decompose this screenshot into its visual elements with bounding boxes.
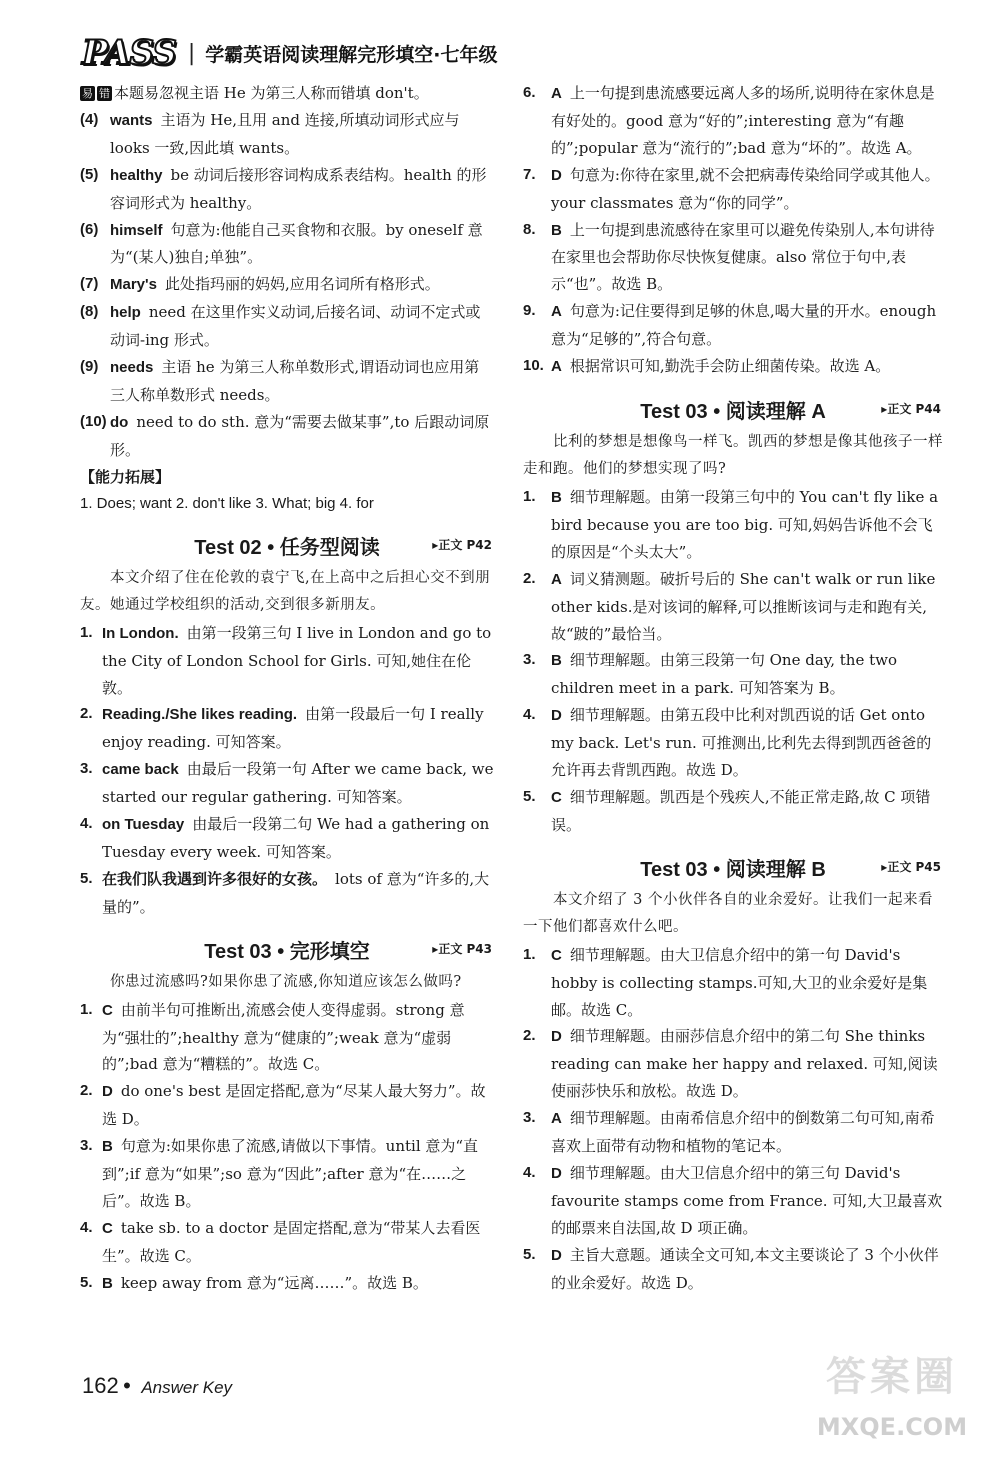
answer-item (80, 354, 494, 409)
answer-body (551, 647, 943, 702)
test02-answers (80, 620, 494, 921)
error-note (80, 80, 494, 107)
pass-logo: PASS (82, 33, 176, 73)
answer-key: D (551, 707, 562, 725)
answer-item (80, 1133, 494, 1215)
answer-body (551, 942, 943, 1024)
answer-body (551, 702, 943, 784)
test03b-page-ref: ▸正文 P45 (881, 859, 941, 874)
answer-item (80, 217, 494, 272)
test03b-answers (523, 942, 943, 1297)
answer-explanation: 由前半句可推断出,流感会使人变得虚弱。strong 意为“强壮的”;healthy 意为“健康的”;weak 意为“虚弱的”;bad 意为“糟糕的”。故选 C。 (102, 1000, 465, 1074)
error-badge-2: 错 (99, 87, 110, 100)
watermark-site: MXQE.COM (816, 1413, 968, 1441)
left-column (80, 80, 494, 1298)
answer-key: D (102, 1083, 113, 1101)
answer-body (551, 217, 943, 299)
answer-body (102, 756, 494, 811)
answer-number: (9) (80, 358, 99, 376)
answer-explanation: 由最后一段第二句 We had a gathering on Tuesday every week. 可知答案。 (102, 815, 490, 861)
answer-key: 在我们队我遇到许多很好的女孩。 (102, 870, 328, 888)
answer-key: D (551, 1028, 562, 1046)
test03c-intro: 你患过流感吗?如果你患了流感,你知道应该怎么做吗? (110, 973, 462, 990)
answer-body (110, 271, 494, 299)
answer-key: Reading./She likes reading. (102, 706, 298, 724)
answer-key: B (551, 221, 562, 239)
answer-body (551, 1023, 943, 1105)
answer-number: 4. (523, 1164, 536, 1181)
answer-item (523, 484, 943, 566)
answer-key: A (551, 85, 562, 102)
answer-body (551, 784, 943, 839)
answer-explanation: 主旨大意题。通读全文可知,本文主要谈论了 3 个小伙伴的业余爱好。故选 D。 (551, 1245, 939, 1292)
answer-item (523, 942, 943, 1024)
answer-item (80, 756, 494, 811)
answer-key: do (110, 413, 129, 431)
answer-body (551, 484, 943, 566)
answer-explanation: 上一句提到患流感要远离人多的场所,说明待在家休息是有好处的。good 意为“好的”;interesting 意为“有趣的”;popular 意为“流行的”;bad 意为“坏的”。故选 A。 (551, 84, 935, 157)
test03a-answers (523, 484, 943, 839)
answer-item (80, 162, 494, 217)
cloze-answers-continued (523, 80, 943, 381)
page-number: 162 (82, 1373, 119, 1398)
answer-key: C (102, 1001, 113, 1019)
answer-key: needs (110, 359, 154, 377)
answer-number: (10) (80, 412, 107, 430)
answer-explanation: 由第一段第三句 I live in London and go to the City of London School for Girls. 可知,她住在伦敦。 (102, 623, 492, 697)
answer-number: 8. (523, 220, 536, 238)
answer-item (523, 784, 943, 839)
answer-item (523, 1242, 943, 1297)
answer-explanation: take sb. to a doctor 是固定搭配,意为“带某人去看医生”。故选 C。 (102, 1218, 481, 1265)
answer-number: (4) (80, 110, 99, 128)
answer-body (102, 866, 494, 921)
answer-explanation: 由第一段最后一句 I really enjoy reading. 可知答案。 (102, 705, 484, 752)
answer-number: 4. (80, 1218, 93, 1236)
site-watermark (804, 1345, 980, 1443)
answer-number: 1. (523, 487, 536, 505)
answer-item (523, 1105, 943, 1160)
answer-key-label: Answer Key (141, 1378, 233, 1397)
answer-item (80, 866, 494, 921)
extension-title: 【能力拓展】 (80, 468, 171, 486)
answer-body (110, 409, 494, 464)
test02-intro: 本文介绍了住在伦敦的袁宁飞,在上高中之后担心交不到朋友。她通过学校组织的活动,交到很多新朋友。 (80, 569, 491, 613)
answer-key: C (102, 1219, 113, 1237)
answer-body (551, 353, 943, 381)
answer-number: 2. (523, 1027, 536, 1045)
test02-page-ref: ▸正文 P42 (432, 537, 492, 552)
answer-explanation: need to do sth. 意为“需要去做某事”,to 后跟动词原形。 (110, 412, 490, 459)
answer-number: 10. (523, 357, 544, 375)
answer-body (551, 1105, 943, 1160)
error-note-text: 本题易忽视主语 He 为第三人称而错填 don't。 (114, 84, 429, 102)
answer-number: 3. (523, 651, 536, 669)
answer-number: 1. (523, 945, 536, 963)
answer-number: 3. (523, 1109, 536, 1127)
page-header (82, 28, 497, 78)
answer-item (523, 566, 943, 648)
test03b-heading (523, 845, 943, 887)
answer-explanation: 主语 he 为第三人称单数形式,谓语动词也应用第三人称单数形式 needs。 (110, 358, 480, 404)
answer-explanation: keep away from 意为“远离……”。故选 B。 (120, 1273, 428, 1292)
answer-explanation: need 在这里作实义动词,后接名词、动词不定式或动词-ing 形式。 (110, 303, 481, 350)
answer-key: B (551, 652, 562, 670)
answer-explanation: 句意为:他能自己买食物和衣服。by oneself 意为“(某人)独自;单独”。 (110, 220, 483, 267)
answer-item (80, 1270, 494, 1298)
answer-key: C (551, 946, 562, 964)
answer-key: healthy (110, 166, 163, 184)
answer-item (80, 620, 494, 702)
test03b-intro: 本文介绍了 3 个小伙伴各自的业余爱好。让我们一起来看一下他们都喜欢什么吧。 (523, 891, 933, 935)
book-title: 学霸英语阅读理解完形填空·七年级 (205, 43, 498, 66)
answer-number: (6) (80, 220, 99, 238)
footer-bullet: • (123, 1373, 131, 1398)
answer-item (80, 409, 494, 464)
test02-heading (80, 523, 494, 565)
answer-number: 3. (80, 760, 93, 778)
answer-key: came back (102, 761, 179, 779)
answer-key: himself (110, 221, 163, 239)
answer-explanation: do one's best 是固定搭配,意为“尽某人最大努力”。故选 D。 (102, 1082, 486, 1129)
answer-body (110, 217, 494, 272)
answer-explanation: 词义猜测题。破折号后的 She can't walk or run like other kids.是对该词的解释,可以推断该词与走和跑有关,故“跛的”最恰当。 (551, 569, 936, 643)
test03a-title: Test 03 • 阅读理解 A (640, 400, 826, 423)
answer-body (110, 299, 494, 354)
test03a-heading (523, 387, 943, 429)
answer-item (523, 702, 943, 784)
answer-number: (7) (80, 275, 99, 293)
answer-body (102, 1270, 494, 1298)
answer-number: 5. (80, 1273, 93, 1291)
answer-item (523, 647, 943, 702)
answer-key: A (551, 570, 562, 588)
answer-body (110, 107, 494, 162)
page-footer (82, 1373, 232, 1399)
answer-item (523, 298, 943, 353)
answer-body (102, 997, 494, 1079)
answer-body (110, 162, 494, 217)
test03a-intro: 比利的梦想是想像鸟一样飞。凯西的梦想是像其他孩子一样走和跑。他们的梦想实现了吗? (523, 433, 943, 477)
answer-body (551, 1160, 943, 1242)
answer-key: wants (110, 111, 153, 129)
test03c-page-ref: ▸正文 P43 (432, 941, 492, 956)
answer-number: 2. (523, 569, 536, 587)
answer-item (523, 1160, 943, 1242)
test03c-answers (80, 997, 494, 1298)
answer-item (80, 701, 494, 756)
answer-item (523, 217, 943, 299)
answer-explanation: 句意为:如果你患了流感,请做以下事情。until 意为“直到”;if 意为“如果”;so 意为“因此”;after 意为“在……之后”。故选 B。 (102, 1137, 479, 1210)
right-column (523, 80, 943, 1297)
answer-item (523, 162, 943, 217)
answer-key: B (551, 488, 562, 506)
answer-body (551, 162, 943, 217)
answer-explanation: 上一句提到患流感待在家里可以避免传染别人,本句讲待在家里也会帮助你尽快恢复健康。also 常位于句中,表示“也”。故选 B。 (551, 220, 935, 294)
answer-key: D (551, 1246, 562, 1264)
answer-body (551, 1242, 943, 1297)
answer-number: (8) (80, 303, 99, 321)
answer-body (551, 80, 943, 162)
watermark-cn: 答案圈 (826, 1354, 958, 1400)
answer-item (80, 1078, 494, 1133)
answer-item (80, 107, 494, 162)
answer-explanation: 细节理解题。由大卫信息介绍中的第一句 David's hobby is collecting stamps.可知,大卫的业余爱好是集邮。故选 C。 (551, 945, 928, 1019)
answer-body (551, 566, 943, 648)
answer-item (523, 1023, 943, 1105)
answer-key: D (551, 1165, 562, 1182)
answer-explanation: 主语为 He,且用 and 连接,所填动词形式应与 looks 一致,因此填 wants。 (110, 110, 460, 157)
answer-number: 5. (80, 869, 93, 887)
answer-body (102, 1215, 494, 1270)
answer-number: 2. (80, 1082, 93, 1100)
answer-explanation: 句意为:记住要得到足够的休息,喝大量的开水。enough 意为“足够的”,符合句意。 (551, 302, 937, 349)
answer-number: 7. (523, 165, 536, 183)
test03b-title: Test 03 • 阅读理解 B (640, 858, 826, 881)
answer-number: 3. (80, 1137, 93, 1155)
answer-key: A (551, 358, 562, 376)
answer-number: 4. (80, 815, 93, 833)
answer-body (102, 811, 494, 866)
answer-number: 9. (523, 302, 536, 320)
answer-explanation: 根据常识可知,勤洗手会防止细菌传染。故选 A。 (569, 357, 891, 376)
answer-body (102, 1078, 494, 1133)
error-badge-1: 易 (82, 87, 93, 100)
answer-number: 5. (523, 787, 536, 805)
answer-body (102, 620, 494, 702)
answer-number: 2. (80, 705, 93, 723)
answer-key: In London. (102, 624, 179, 642)
answer-key: A (551, 303, 562, 321)
answer-explanation: 细节理解题。由第五段中比利对凯西说的话 Get onto my back. Let's run. 可推测出,比利先去得到凯西爸爸的允许再去背凯西跑。故选 D。 (551, 706, 932, 780)
answer-number: 5. (523, 1245, 536, 1263)
test02-title: Test 02 • 任务型阅读 (194, 536, 380, 559)
answer-item (80, 997, 494, 1079)
answer-body (110, 354, 494, 409)
answer-explanation: 细节理解题。由大卫信息介绍中的第三句 David's favourite stamps come from France. 可知,大卫最喜欢的邮票来自法国,故 D 项正确。 (551, 1164, 943, 1237)
extension-answers: 1. Does; want 2. don't like 3. What; big 4. for (80, 494, 374, 512)
answer-body (102, 1133, 494, 1215)
test03c-title: Test 03 • 完形填空 (204, 940, 370, 963)
answer-explanation: 句意为:你待在家里,就不会把病毒传染给同学或其他人。your classmates 意为“你的同学”。 (551, 165, 940, 212)
answer-item (523, 80, 943, 162)
answer-number: (5) (80, 165, 99, 183)
answer-item (80, 811, 494, 866)
answer-key: D (551, 166, 562, 184)
answer-item (80, 299, 494, 354)
answer-number: 4. (523, 706, 536, 724)
answer-key: A (551, 1110, 562, 1128)
answer-key: help (110, 304, 141, 322)
answer-explanation: 细节理解题。凯西是个残疾人,不能正常走路,故 C 项错误。 (551, 787, 931, 834)
answer-key: on Tuesday (102, 816, 185, 834)
answer-explanation: 细节理解题。由南希信息介绍中的倒数第二句可知,南希喜欢上面带有动物和植物的笔记本。 (551, 1109, 935, 1156)
answer-item (523, 353, 943, 381)
answer-number: 1. (80, 1000, 93, 1018)
header-separator: | (187, 40, 196, 66)
answer-key: B (102, 1138, 113, 1156)
answer-body (551, 298, 943, 353)
answer-explanation: lots of 意为“许多的,大量的”。 (102, 869, 490, 916)
answer-item (80, 1215, 494, 1270)
test03a-page-ref: ▸正文 P44 (881, 401, 941, 416)
answer-explanation: 细节理解题。由丽莎信息介绍中的第二句 She thinks reading can make her happy and relaxed. 可知,阅读使丽莎快乐和放松。故选 D。 (551, 1027, 938, 1101)
answer-key: Mary's (110, 276, 157, 294)
fill-answers-list (80, 107, 494, 464)
answer-body (102, 701, 494, 756)
answer-explanation: be 动词后接形容词构成系表结构。health 的形容词形式为 healthy。 (110, 165, 487, 212)
answer-explanation: 细节理解题。由第三段第一句 One day, the two children meet in a park. 可知答案为 B。 (551, 651, 898, 698)
answer-key: B (102, 1274, 113, 1292)
answer-item (80, 271, 494, 299)
answer-number: 1. (80, 623, 93, 641)
answer-key: C (551, 788, 562, 806)
answer-explanation: 细节理解题。由第一段第三句中的 You can't fly like a bird because you are too big. 可知,妈妈告诉他不会飞的原因是“个头太大”。 (551, 487, 939, 561)
answer-explanation: 此处指玛丽的妈妈,应用名词所有格形式。 (164, 275, 440, 294)
answer-explanation: 由最后一段第一句 After we came back, we started our regular gathering. 可知答案。 (102, 760, 494, 807)
answer-number: 6. (523, 84, 536, 101)
test03c-heading (80, 927, 494, 969)
